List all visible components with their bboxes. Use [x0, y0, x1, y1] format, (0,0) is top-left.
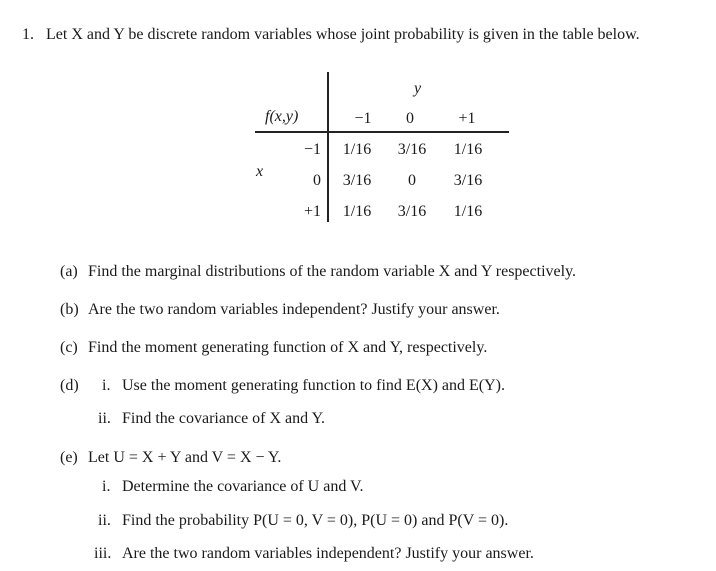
part-d-ii-label: ii.: [98, 410, 111, 427]
part-d-label: (d): [60, 377, 79, 394]
part-d-i-label: i.: [102, 377, 111, 394]
table-cell: 3/16: [397, 141, 427, 158]
part-b-text: Are the two random variables independent? Justify your answer.: [88, 301, 500, 318]
part-e-i-text: Determine the covariance of U and V.: [122, 478, 364, 495]
table-cell: 3/16: [453, 172, 483, 189]
table-cell: 1/16: [342, 203, 372, 220]
problem-intro: Let X and Y be discrete random variables whose joint probability is given in the table below.: [46, 26, 640, 43]
row-header: +1: [303, 203, 321, 220]
part-c-label: (c): [60, 339, 78, 356]
table-vertical-rule: [327, 72, 329, 222]
row-header: 0: [313, 172, 321, 189]
row-variable-label: x: [256, 163, 264, 180]
col-header: +1: [458, 110, 476, 127]
part-e-text: Let U = X + Y and V = X − Y.: [88, 449, 282, 466]
table-horizontal-rule: [255, 131, 509, 133]
part-d-i-text: Use the moment generating function to find E(X) and E(Y).: [122, 377, 505, 394]
part-e-i-label: i.: [102, 478, 111, 495]
table-cell: 1/16: [453, 203, 483, 220]
part-d-ii-text: Find the covariance of X and Y.: [122, 410, 326, 427]
part-b-label: (b): [60, 301, 79, 318]
part-e-iii-label: iii.: [94, 545, 112, 562]
part-a-label: (a): [60, 263, 78, 280]
col-header: 0: [406, 110, 414, 127]
table-cell: 1/16: [453, 141, 483, 158]
table-cell: 3/16: [342, 172, 372, 189]
table-cell: 3/16: [397, 203, 427, 220]
col-header: −1: [354, 110, 372, 127]
row-header: −1: [303, 141, 321, 158]
col-variable-label: y: [414, 80, 422, 97]
part-e-ii-label: ii.: [98, 512, 111, 529]
table-cell: 1/16: [342, 141, 372, 158]
part-c-text: Find the moment generating function of X and Y, respectively.: [88, 339, 488, 356]
function-label: f(x,y): [265, 108, 299, 125]
part-e-label: (e): [60, 449, 78, 466]
table-cell: 0: [408, 172, 416, 189]
part-e-ii-text: Find the probability P(U = 0, V = 0), P(U = 0) and P(V = 0).: [122, 512, 509, 529]
part-a-text: Find the marginal distributions of the random variable X and Y respectively.: [88, 263, 577, 280]
part-e-iii-text: Are the two random variables independent? Justify your answer.: [122, 545, 534, 562]
problem-number: 1.: [22, 26, 34, 43]
